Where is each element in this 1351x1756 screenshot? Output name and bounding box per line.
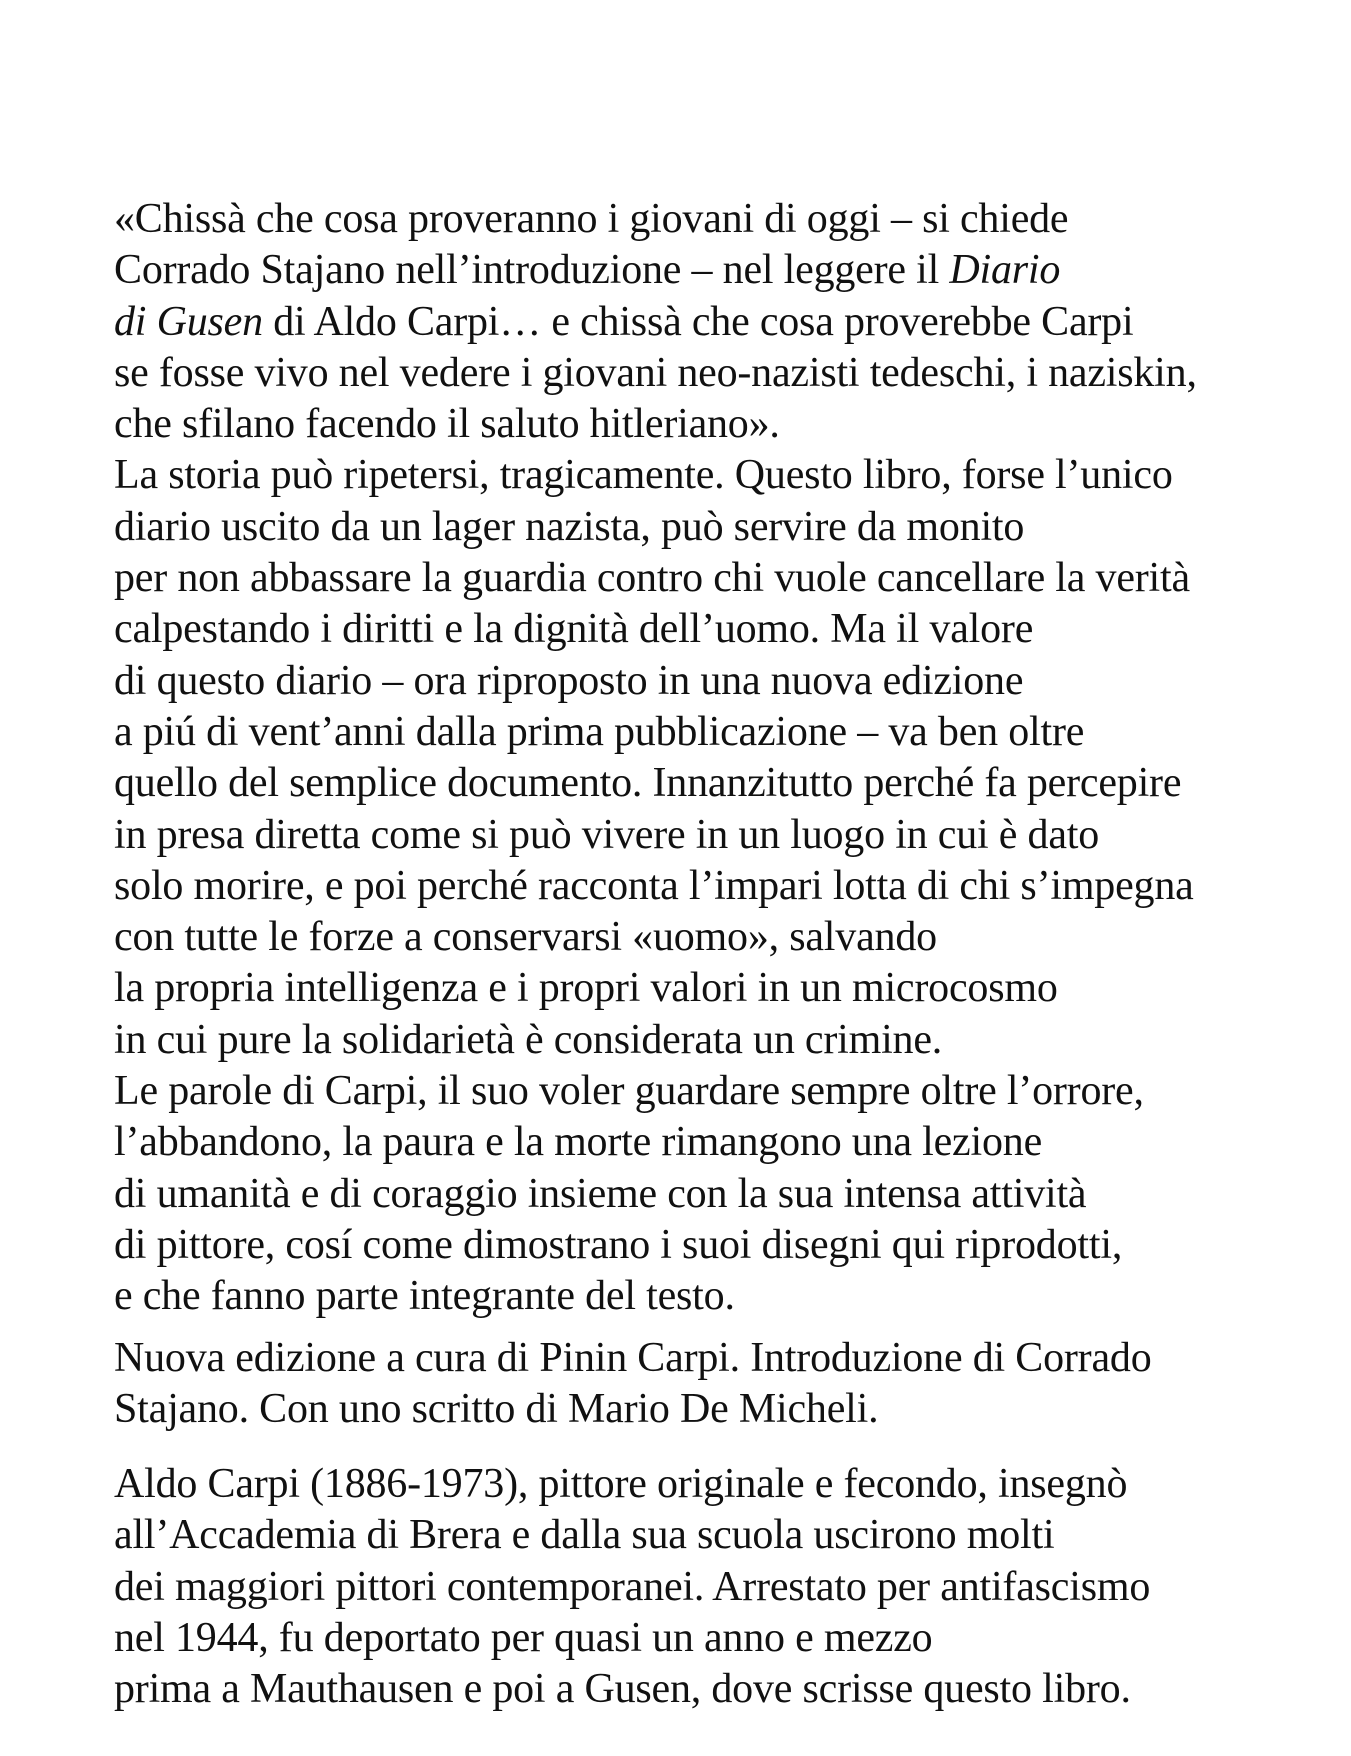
text-run: di umanità e di coraggio insieme con la sua intensa attività [114, 1170, 1087, 1217]
text-line [114, 1510, 1344, 1561]
text-line [114, 502, 1344, 553]
text-run: di pittore, cosí come dimostrano i suoi disegni qui riprodotti, [114, 1221, 1123, 1268]
text-run: di questo diario – ora riproposto in una nuova edizione [114, 657, 1024, 704]
text-run: Aldo Carpi (1886-1973), pittore originale e fecondo, insegnò [114, 1461, 1128, 1508]
text-run: Le parole di Carpi, il suo voler guardare sempre oltre l’orrore, [114, 1068, 1144, 1115]
text-line [114, 245, 1344, 296]
text-run: dei maggiori pittori contemporanei. Arrestato per antifascismo [114, 1563, 1151, 1610]
text-line [114, 450, 1344, 501]
text-run: quello del semplice documento. Innanzitutto perché fa percepire [114, 760, 1182, 807]
text-run: se fosse vivo nel vedere i giovani neo-nazisti tedeschi, i naziskin, [114, 349, 1197, 396]
text-run: prima a Mauthausen e poi a Gusen, dove scrisse questo libro. [114, 1666, 1131, 1713]
text-run: Corrado Stajano nell’introduzione – nel leggere il [114, 247, 950, 294]
text-run: calpestando i diritti e la dignità dell’uomo. Ma il valore [114, 606, 1034, 653]
text-run: in cui pure la solidarietà è considerata un crimine. [114, 1016, 943, 1063]
text-run: Nuova edizione a cura di Pinin Carpi. Introduzione di Corrado [114, 1334, 1152, 1381]
text-line [114, 297, 1344, 348]
blurb-text-block [114, 194, 1344, 1716]
text-run: per non abbassare la guardia contro chi vuole cancellare la verità [114, 555, 1190, 602]
text-line [114, 963, 1344, 1014]
paragraph-words [114, 1066, 1344, 1322]
paragraph-history [114, 450, 1344, 1066]
italic-title-run: di Gusen [114, 298, 263, 345]
text-run: di Aldo Carpi… e chissà che cosa proverebbe Carpi [262, 298, 1134, 345]
text-run: la propria intelligenza e i propri valori in un microcosmo [114, 965, 1058, 1012]
text-line [114, 553, 1344, 604]
text-run: diario uscito da un lager nazista, può servire da monito [114, 503, 1025, 550]
text-run: con tutte le forze a conservarsi «uomo», salvando [114, 914, 937, 961]
text-line [114, 1117, 1344, 1168]
paragraph-author [114, 1459, 1344, 1715]
text-line [114, 1459, 1344, 1510]
text-line [114, 1664, 1344, 1715]
text-line [114, 758, 1344, 809]
text-line [114, 194, 1344, 245]
text-line [114, 707, 1344, 758]
text-run: «Chissà che cosa proveranno i giovani di oggi – si chiede [114, 196, 1069, 242]
paragraph-gap [114, 1435, 1344, 1459]
text-line [114, 348, 1344, 399]
text-line [114, 1169, 1344, 1220]
text-run: e che fanno parte integrante del testo. [114, 1273, 735, 1320]
text-line [114, 604, 1344, 655]
text-line [114, 1220, 1344, 1271]
text-line [114, 912, 1344, 963]
text-line [114, 1384, 1344, 1435]
text-line [114, 1015, 1344, 1066]
text-line [114, 1613, 1344, 1664]
text-line [114, 810, 1344, 861]
text-run: che sfilano facendo il saluto hitleriano». [114, 401, 780, 448]
text-run: solo morire, e poi perché racconta l’impari lotta di chi s’impegna [114, 862, 1194, 909]
paragraph-quote [114, 194, 1344, 450]
text-run: nel 1944, fu deportato per quasi un anno e mezzo [114, 1615, 933, 1662]
paragraph-edition [114, 1333, 1344, 1436]
text-line [114, 1271, 1344, 1322]
text-run: La storia può ripetersi, tragicamente. Questo libro, forse l’unico [114, 452, 1173, 499]
text-line [114, 1066, 1344, 1117]
italic-title-run: Diario [949, 247, 1061, 294]
text-line [114, 1562, 1344, 1613]
text-run: in presa diretta come si può vivere in un luogo in cui è dato [114, 811, 1100, 858]
text-line [114, 656, 1344, 707]
text-run: l’abbandono, la paura e la morte rimangono una lezione [114, 1119, 1043, 1166]
text-run: all’Accademia di Brera e dalla sua scuola uscirono molti [114, 1512, 1055, 1559]
text-line [114, 1333, 1344, 1384]
text-run: a piú di vent’anni dalla prima pubblicazione – va ben oltre [114, 708, 1085, 755]
text-line [114, 861, 1344, 912]
text-line [114, 399, 1344, 450]
text-run: Stajano. Con uno scritto di Mario De Micheli. [114, 1385, 879, 1432]
paragraph-gap [114, 1323, 1344, 1333]
